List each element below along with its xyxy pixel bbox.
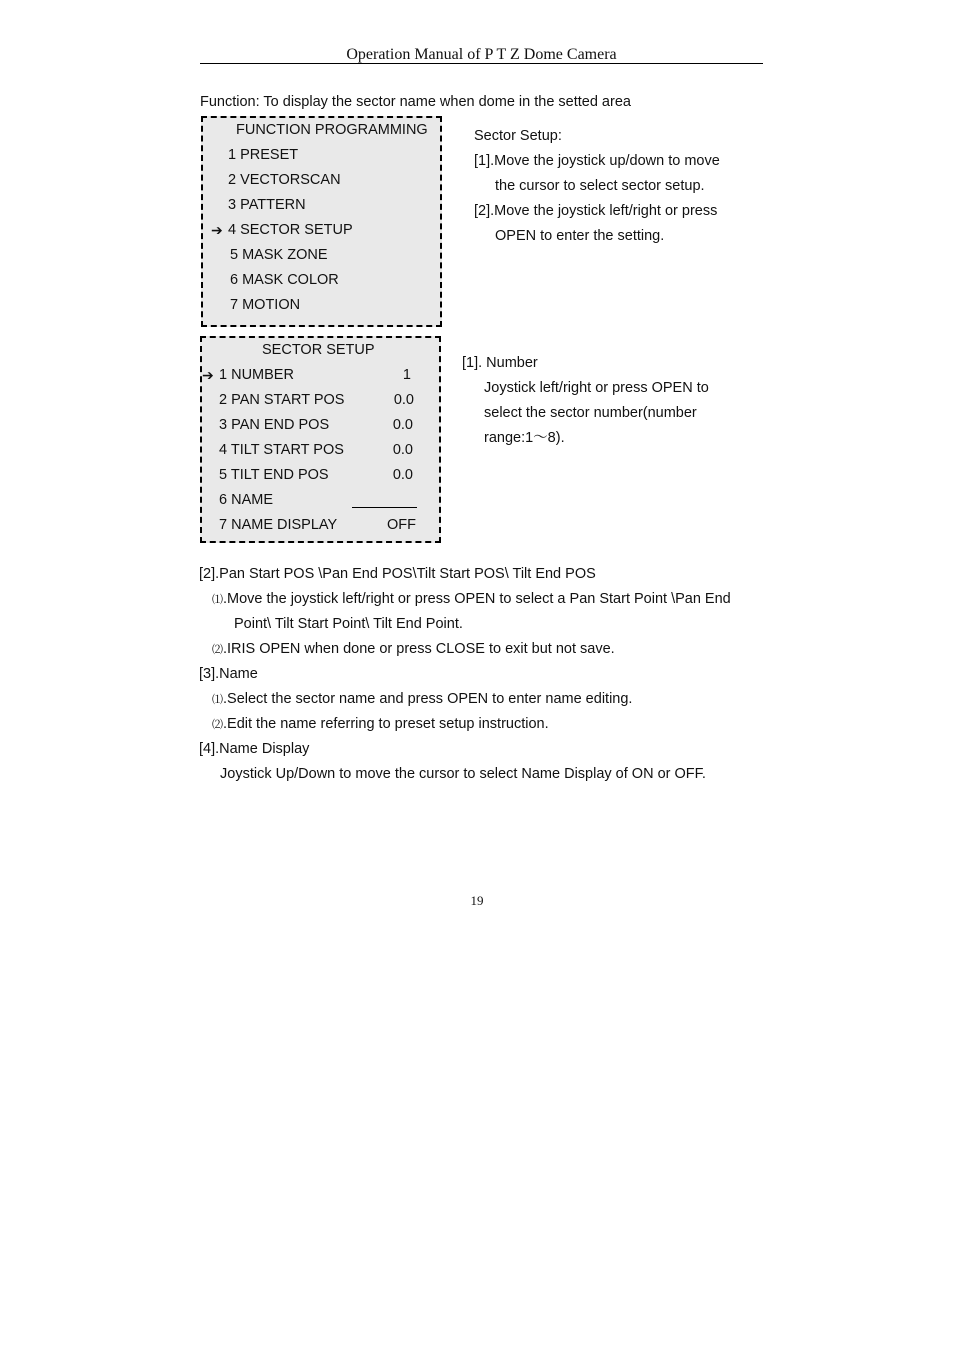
name-display-value: OFF [387, 517, 416, 533]
menu-item-tilt-end-pos[interactable]: 5 TILT END POS [219, 467, 329, 483]
name-field[interactable] [352, 507, 417, 508]
pan-end-pos-value: 0.0 [392, 417, 413, 433]
menu-item-pan-end-pos[interactable]: 3 PAN END POS [219, 417, 330, 433]
menu-item-mask-zone[interactable]: 5 MASK ZONE [230, 247, 328, 263]
section-2-item-1-cont: Point\ Tilt Start Point\ Tilt End Point. [234, 616, 463, 632]
item-number: ⑵ [212, 718, 223, 731]
item-text: .Select the sector name and press OPEN to enter name editing. [223, 691, 633, 707]
menu-item-motion[interactable]: 7 MOTION [230, 297, 301, 313]
item-number: ⑵ [212, 643, 223, 656]
cursor-arrow-icon: ➔ [202, 367, 214, 383]
menu-item-name[interactable]: 6 NAME [219, 492, 273, 508]
menu-title: FUNCTION PROGRAMMING [236, 122, 428, 138]
item-number: ⑴ [212, 693, 223, 706]
number-value: 1 [402, 367, 411, 383]
sector-setup-step2-cont: OPEN to enter the setting. [495, 228, 665, 244]
pan-start-pos-value: 0.0 [393, 392, 414, 408]
item-number: ⑴ [212, 593, 223, 606]
page-number: 19 [470, 893, 484, 908]
menu-item-tilt-start-pos[interactable]: 4 TILT START POS [219, 442, 344, 458]
tilt-start-pos-value: 0.0 [392, 442, 413, 458]
menu-item-vectorscan[interactable]: 2 VECTORSCAN [228, 172, 341, 188]
item-text: .Edit the name referring to preset setup instruction. [223, 716, 549, 732]
section-3-item-2 [212, 714, 549, 735]
sector-setup-menu [200, 336, 441, 543]
section-2-heading: [2].Pan Start POS \Pan End POS\Tilt Start POS\ Tilt End POS [199, 566, 596, 582]
sector-setup-title: Sector Setup: [474, 128, 562, 144]
item-text: .Move the joystick left/right or press OPEN to select a Pan Start Point \Pan End [223, 591, 731, 607]
menu-item-number[interactable]: 1 NUMBER [219, 367, 294, 383]
menu-item-preset[interactable]: 1 PRESET [228, 147, 299, 163]
menu-item-pan-start-pos[interactable]: 2 PAN START POS [219, 392, 345, 408]
section-4-heading: [4].Name Display [199, 741, 310, 757]
item-text: .IRIS OPEN when done or press CLOSE to exit but not save. [223, 641, 615, 657]
sector-setup-step1: [1].Move the joystick up/down to move [474, 153, 720, 169]
menu-title: SECTOR SETUP [262, 342, 375, 358]
sector-setup-step2: [2].Move the joystick left/right or press [474, 203, 718, 219]
number-desc-line3: range:1～8). [484, 430, 565, 446]
number-heading: [1]. Number [462, 355, 538, 371]
section-2-item-1 [212, 589, 731, 610]
menu-item-sector-setup[interactable]: 4 SECTOR SETUP [228, 222, 353, 238]
menu-item-name-display[interactable]: 7 NAME DISPLAY [219, 517, 338, 533]
section-2-item-2 [212, 639, 615, 660]
menu-item-mask-color[interactable]: 6 MASK COLOR [230, 272, 339, 288]
section-4-item-1: Joystick Up/Down to move the cursor to select Name Display of ON or OFF. [220, 766, 706, 782]
section-3-heading: [3].Name [199, 666, 258, 682]
page-header: Operation Manual of P T Z Dome Camera [200, 46, 763, 64]
number-desc-line1: Joystick left/right or press OPEN to [484, 380, 709, 396]
cursor-arrow-icon: ➔ [211, 222, 223, 238]
menu-item-pattern[interactable]: 3 PATTERN [228, 197, 306, 213]
number-desc-line2: select the sector number(number [484, 405, 697, 421]
tilt-end-pos-value: 0.0 [392, 467, 413, 483]
sector-setup-step1-cont: the cursor to select sector setup. [495, 178, 705, 194]
section-3-item-1 [212, 689, 632, 710]
function-programming-menu [201, 116, 442, 327]
function-description: Function: To display the sector name when dome in the setted area [200, 94, 631, 110]
